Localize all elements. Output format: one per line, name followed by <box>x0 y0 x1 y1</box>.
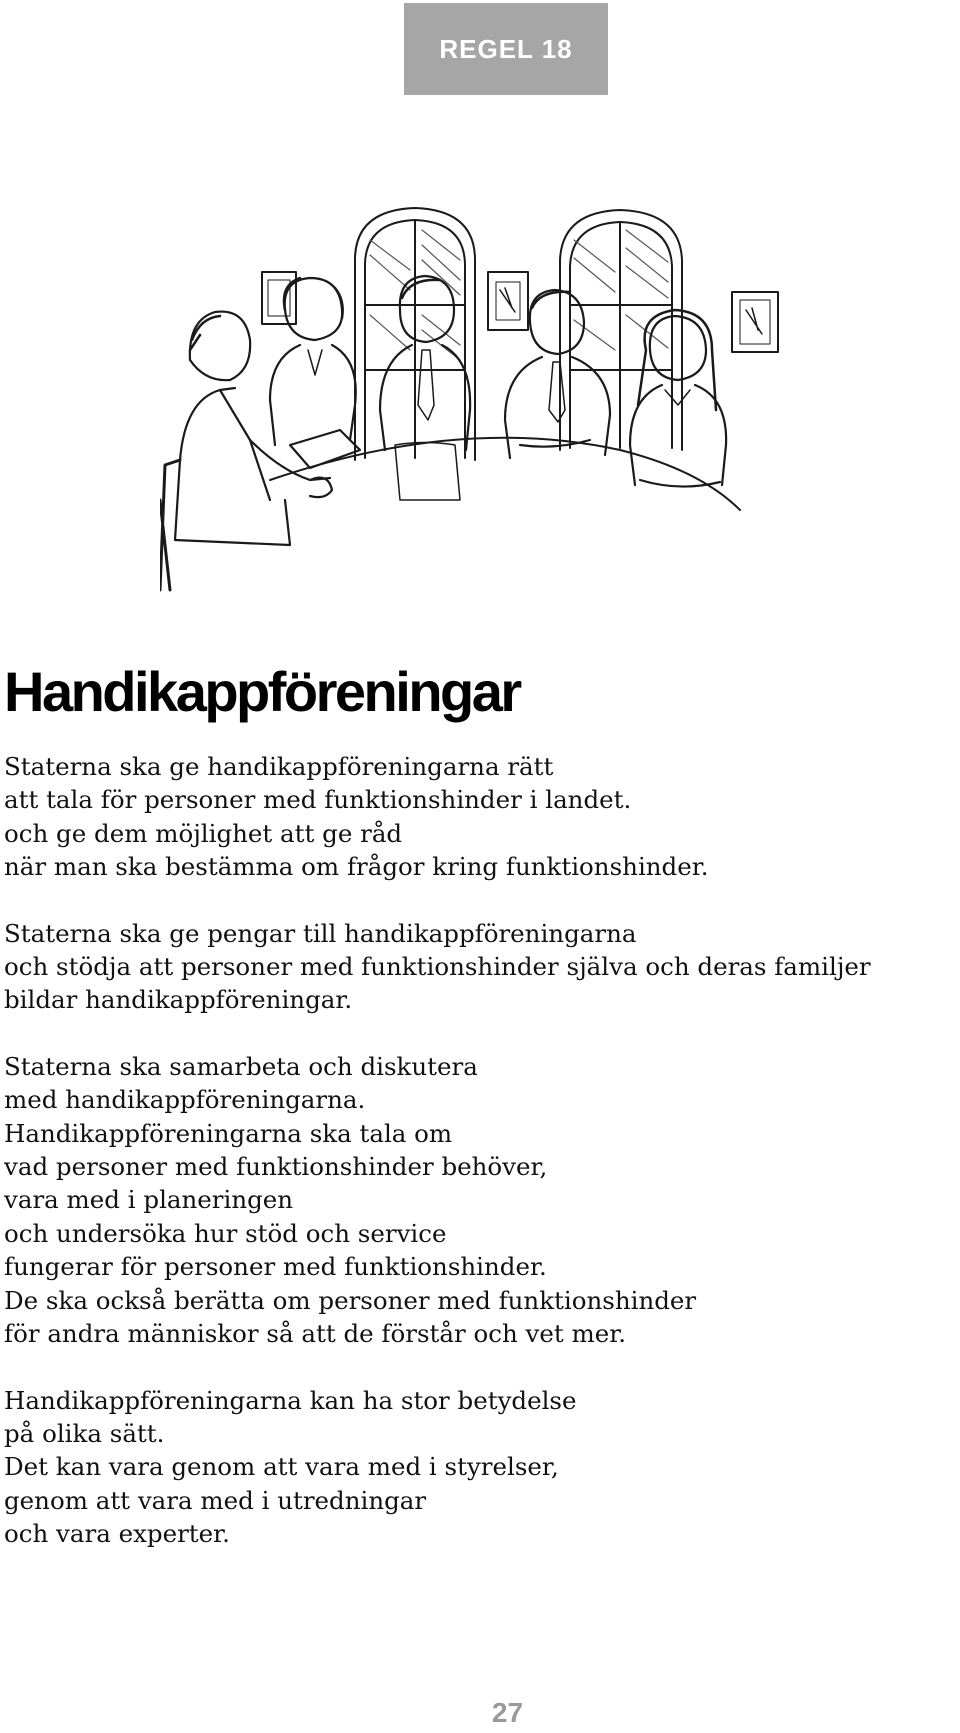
person-3 <box>380 276 470 500</box>
text-line: och stödja att personer med funktionshinder själva och deras familjer <box>4 952 871 982</box>
text-line: med handikappföreningarna. <box>4 1085 366 1115</box>
meeting-illustration <box>160 200 860 600</box>
rule-label: REGEL 18 <box>439 33 573 64</box>
rule-label-tab <box>404 3 608 95</box>
text-line: när man ska bestämma om frågor kring funktionshinder. <box>4 852 709 882</box>
text-line: genom att vara med i utredningar <box>4 1485 427 1515</box>
text-line: och ge dem möjlighet att ge råd <box>4 818 403 848</box>
text-line: Handikappföreningarna kan ha stor betydelse <box>4 1385 577 1415</box>
person-1 <box>160 312 332 590</box>
meeting-illustration-icon <box>160 200 860 600</box>
table <box>270 438 740 510</box>
body-text <box>4 750 954 1584</box>
text-line: Handikappföreningarna ska tala om <box>4 1118 453 1148</box>
person-2 <box>270 278 360 468</box>
text-line: på olika sätt. <box>4 1418 165 1448</box>
text-line: vad personer med funktionshinder behöver, <box>4 1152 548 1182</box>
text-line: vara med i planeringen <box>4 1185 294 1215</box>
text-line: fungerar för personer med funktionshinder. <box>4 1252 547 1282</box>
text-line: Staterna ska ge handikappföreningarna rätt <box>4 752 554 781</box>
text-line: och vara experter. <box>4 1519 230 1549</box>
text-line: Staterna ska samarbeta och diskutera <box>4 1051 478 1081</box>
paragraph-1 <box>4 750 954 884</box>
page-title: Handikappföreningar <box>4 660 520 723</box>
paragraph-2 <box>4 917 954 1017</box>
window-right <box>560 210 682 450</box>
text-line: De ska också berätta om personer med funktionshinder <box>4 1285 697 1315</box>
text-line: bildar handikappföreningar. <box>4 985 353 1015</box>
paragraph-4 <box>4 1384 954 1551</box>
text-line: att tala för personer med funktionshinder i landet. <box>4 785 632 815</box>
window-left <box>355 208 475 460</box>
page-number: 27 <box>491 1697 524 1728</box>
text-line: Det kan vara genom att vara med i styrelser, <box>4 1452 559 1482</box>
text-line: för andra människor så att de förstår och vet mer. <box>4 1319 627 1349</box>
paragraph-3 <box>4 1050 954 1351</box>
text-line: och undersöka hur stöd och service <box>4 1218 447 1248</box>
person-5 <box>630 310 726 487</box>
person-4 <box>505 290 610 458</box>
wall-pictures <box>262 272 778 352</box>
text-line: Staterna ska ge pengar till handikappföreningarna <box>4 918 637 948</box>
